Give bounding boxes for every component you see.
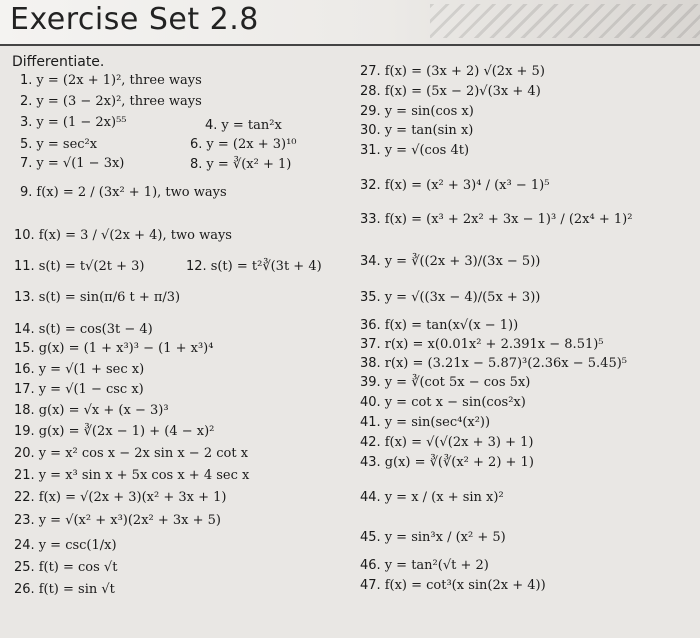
- problem: 41. y = sin(sec⁴(x²)): [360, 415, 491, 430]
- problem: 22. f(x) = √(2x + 3)(x² + 3x + 1): [14, 490, 227, 505]
- problem: 12. s(t) = t²∛(3t + 4): [186, 259, 322, 274]
- problem: 7. y = √(1 − 3x): [20, 156, 125, 171]
- problem: 23. y = √(x² + x³)(2x² + 3x + 5): [14, 513, 222, 528]
- problem: 31. y = √(cos 4t): [360, 143, 470, 158]
- header-hatch-decoration: [430, 4, 700, 38]
- problem: 16. y = √(1 + sec x): [14, 362, 145, 377]
- problem: 25. f(t) = cos √t: [14, 560, 118, 575]
- problem: 8. y = ∛(x² + 1): [190, 157, 292, 172]
- problem: 10. f(x) = 3 / √(2x + 4), two ways: [14, 228, 232, 243]
- problem: 39. y = ∛(cot 5x − cos 5x): [360, 375, 531, 390]
- problem: 5. y = sec²x: [20, 137, 98, 152]
- problem: 38. r(x) = (3.21x − 5.87)³(2.36x − 5.45)⁵: [360, 356, 628, 371]
- problem: 27. f(x) = (3x + 2) √(2x + 5): [360, 64, 545, 79]
- problem: 13. s(t) = sin(π/6 t + π/3): [14, 290, 181, 305]
- problem: 46. y = tan²(√t + 2): [360, 558, 489, 573]
- problem: 33. f(x) = (x³ + 2x² + 3x − 1)³ / (2x⁴ + 1)²: [360, 212, 633, 227]
- problem: 3. y = (1 − 2x)⁵⁵: [20, 115, 127, 130]
- problem: 21. y = x³ sin x + 5x cos x + 4 sec x: [14, 468, 250, 483]
- problem: 18. g(x) = √x + (x − 3)³: [14, 403, 169, 418]
- problem: 37. r(x) = x(0.01x² + 2.391x − 8.51)⁵: [360, 337, 604, 352]
- page-title: Exercise Set 2.8: [10, 2, 259, 37]
- problem: 34. y = ∛((2x + 3)/(3x − 5)): [360, 254, 541, 269]
- problem: 29. y = sin(cos x): [360, 104, 474, 119]
- problem: 43. g(x) = ∛(∛(x² + 2) + 1): [360, 455, 534, 470]
- problem: 15. g(x) = (1 + x³)³ − (1 + x³)⁴: [14, 341, 214, 356]
- problem: 20. y = x² cos x − 2x sin x − 2 cot x: [14, 446, 249, 461]
- problem: 24. y = csc(1/x): [14, 538, 117, 553]
- problem: 28. f(x) = (5x − 2)√(3x + 4): [360, 84, 541, 99]
- title-rule: [0, 44, 700, 46]
- problem: 2. y = (3 − 2x)², three ways: [20, 94, 202, 109]
- problem: 6. y = (2x + 3)¹⁰: [190, 137, 297, 152]
- problem: 30. y = tan(sin x): [360, 123, 474, 138]
- problem: 44. y = x / (x + sin x)²: [360, 490, 504, 505]
- problem: 40. y = cot x − sin(cos²x): [360, 395, 526, 410]
- problem: 32. f(x) = (x² + 3)⁴ / (x³ − 1)⁵: [360, 178, 550, 193]
- problem: 19. g(x) = ∛(2x − 1) + (4 − x)²: [14, 424, 215, 439]
- problem: 36. f(x) = tan(x√(x − 1)): [360, 318, 519, 333]
- problem: 14. s(t) = cos(3t − 4): [14, 322, 153, 337]
- problem: 9. f(x) = 2 / (3x² + 1), two ways: [20, 185, 227, 200]
- problem: 26. f(t) = sin √t: [14, 582, 115, 597]
- problem: 42. f(x) = √(√(2x + 3) + 1): [360, 435, 534, 450]
- problem: 35. y = √((3x − 4)/(5x + 3)): [360, 290, 541, 305]
- problem: 11. s(t) = t√(2t + 3): [14, 259, 145, 274]
- problem: 4. y = tan²x: [205, 118, 282, 133]
- problem: 47. f(x) = cot³(x sin(2x + 4)): [360, 578, 546, 593]
- instruction: Differentiate.: [12, 54, 105, 70]
- problem: 45. y = sin³x / (x² + 5): [360, 530, 506, 545]
- problem: 17. y = √(1 − csc x): [14, 382, 144, 397]
- problem: 1. y = (2x + 1)², three ways: [20, 73, 202, 88]
